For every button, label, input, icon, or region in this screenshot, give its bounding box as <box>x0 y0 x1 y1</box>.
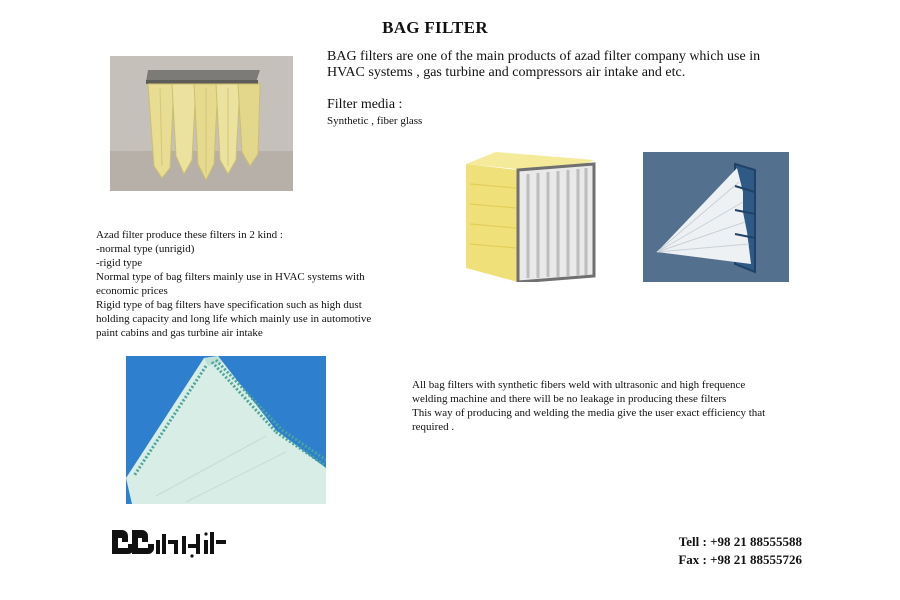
filter-media-label: Filter media : <box>327 97 403 112</box>
fiberglass-bag-filter-photo <box>643 152 789 282</box>
welding-line: required . <box>412 421 455 433</box>
kinds-line: -normal type (unrigid) <box>96 243 195 255</box>
welded-media-photo <box>126 356 326 504</box>
kinds-line: holding capacity and long life which mainly use in automotive <box>96 313 372 325</box>
bag-filter-photo <box>110 56 293 191</box>
welding-text <box>412 378 832 434</box>
intro-paragraph: BAG filters are one of the main products of azad filter company which use in HVAC systems , gas turbine and compressors air intake and etc. <box>327 49 761 80</box>
kinds-line: Normal type of bag filters mainly use in HVAC systems with <box>96 271 365 283</box>
fax-number: Fax : +98 21 88555726 <box>678 552 802 567</box>
page-title: BAG FILTER <box>382 18 488 37</box>
contact-info <box>650 533 802 569</box>
kinds-line: Azad filter produce these filters in 2 kind : <box>96 229 283 241</box>
welding-line: welding machine and there will be no leakage in producing these filters <box>412 393 727 405</box>
welding-line: All bag filters with synthetic fibers weld with ultrasonic and high frequence <box>412 379 746 391</box>
welding-line: This way of producing and welding the media give the user exact efficiency that <box>412 407 766 419</box>
rigid-bag-filter-photo <box>462 150 597 282</box>
kinds-line: Rigid type of bag filters have specification such as high dust <box>96 299 362 311</box>
kinds-line: economic prices <box>96 285 168 297</box>
filter-media-value: Synthetic , fiber glass <box>327 115 423 127</box>
phone-number: Tell : +98 21 88555588 <box>678 534 802 549</box>
kinds-line: paint cabins and gas turbine air intake <box>96 327 263 339</box>
kinds-line: -rigid type <box>96 257 143 269</box>
azad-filter-logo <box>110 526 230 560</box>
filter-kinds-text <box>96 228 416 340</box>
